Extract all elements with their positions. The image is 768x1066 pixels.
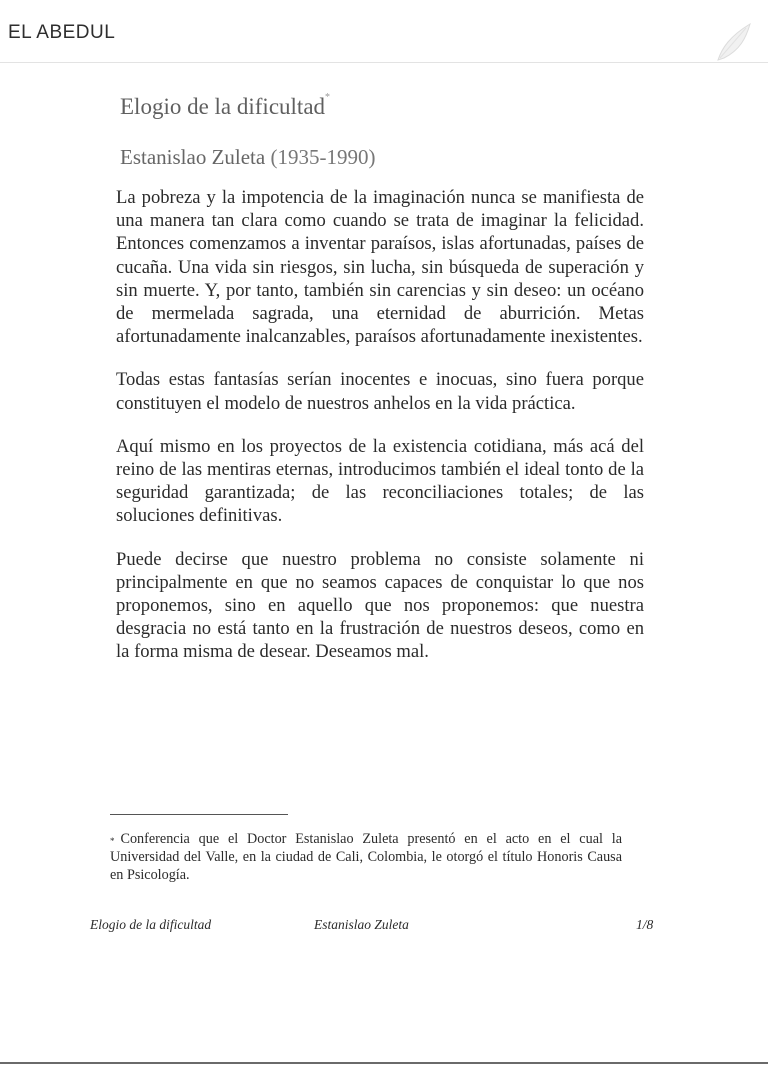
author-line: [120, 145, 375, 170]
footnote-text: Conferencia que el Doctor Estanislao Zuleta presentó en el acto en el cual la Universidad del Valle, en la ciudad de Cali, Colombia, le otorgó el título Honoris Causa en Psicología.: [110, 831, 622, 883]
footnote-divider: [110, 814, 288, 815]
title-footnote-mark: *: [325, 92, 331, 103]
footnote: [110, 830, 622, 884]
author-name: Estanislao Zuleta: [120, 145, 266, 169]
footnote-mark: *: [110, 836, 115, 846]
page-title: [120, 94, 330, 120]
body-text: [116, 186, 644, 684]
footer-author: Estanislao Zuleta: [314, 917, 409, 932]
paragraph-4: Puede decirse que nuestro problema no consiste solamente ni principalmente en que no seamos capaces de conquistar lo que nos proponemos, sino en aquello que nos proponemos: que nuestra desgracia no está tanto en la frustración de nuestros deseos, como en la forma misma de desear. Deseamos mal.: [116, 548, 644, 663]
paragraph-2: Todas estas fantasías serían inocentes e inocuas, sino fuera porque constituyen el modelo de nuestros anhelos en la vida práctica.: [116, 369, 644, 414]
paragraph-1: La pobreza y la impotencia de la imaginación nunca se manifiesta de una manera tan clara como cuando se trata de imaginar la felicidad. Entonces comenzamos a inventar paraísos, islas afortunadas, países de cucaña. Una vida sin riesgos, sin lucha, sin búsqueda de superación y sin muerte. Y, por tanto, también sin carencias y sin deseo: un océano de mermelada sagrada, una eternidad de aburrición. Metas afortunadamente inalcanzables, paraísos afortunadamente inexistentes.: [116, 187, 644, 348]
paragraph-3: Aquí mismo en los proyectos de la existencia cotidiana, más acá del reino de las mentiras eternas, introducimos también el ideal tonto de la seguridad garantizada; de las reconciliaciones totales; de las soluciones definitivas.: [116, 435, 644, 527]
page-footer: [0, 917, 768, 939]
page-number: 1/8: [636, 917, 654, 932]
bottom-edge-line: [0, 1062, 768, 1064]
birch-leaf-icon: [712, 18, 758, 64]
brand-header: EL ABEDUL: [8, 22, 116, 43]
footer-title: Elogio de la dificultad: [90, 917, 212, 932]
header-divider: [0, 62, 768, 63]
title-text: Elogio de la dificultad: [120, 94, 326, 119]
author-years: (1935-1990): [270, 145, 376, 169]
